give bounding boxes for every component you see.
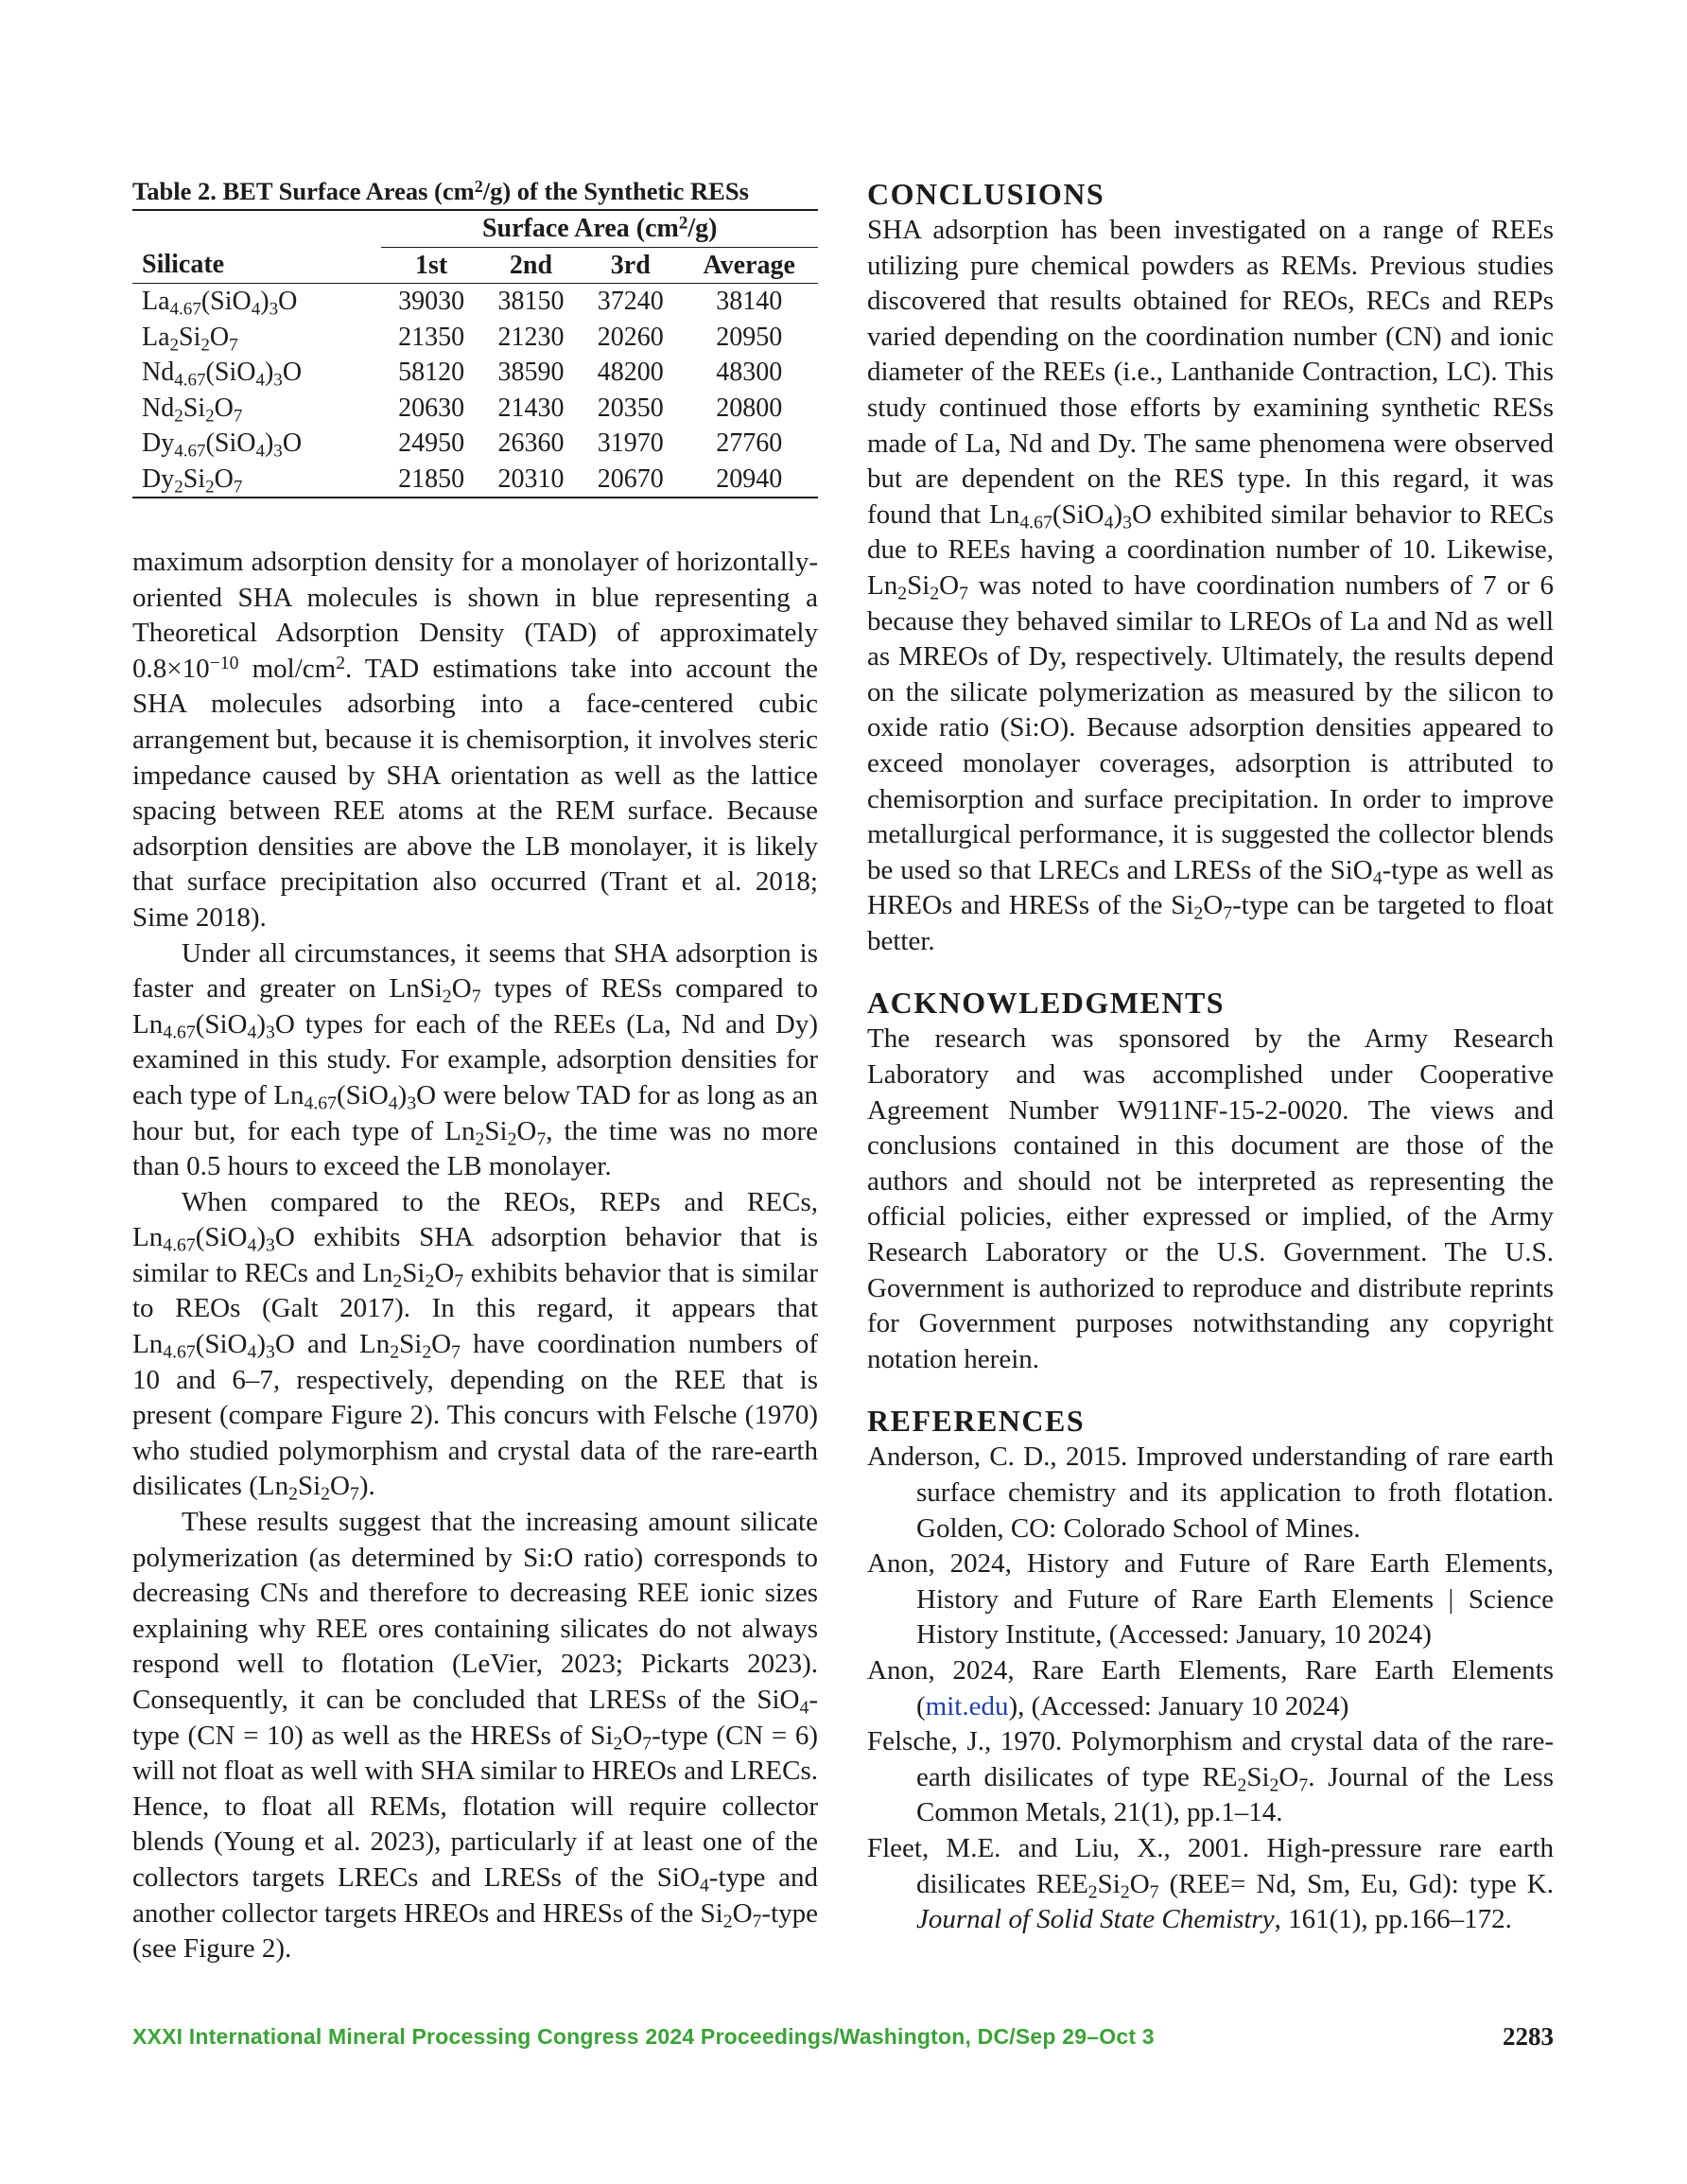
table-row: [132, 355, 818, 391]
value-average: 27760: [716, 428, 783, 458]
reference-item: Anon, 2024, Rare Earth Elements, Rare Earth Elements (mit.edu), (Accessed: January 10 2024): [867, 1654, 1554, 1721]
reference-item: Fleet, M.E. and Liu, X., 2001. High-pressure rare earth disilicates $REE_2Si_2O_7$ (REE= Nd, Sm, Eu, Gd): type K. Journal of Solid State Chemistry, 161(1), pp.166–172.: [867, 1832, 1554, 1935]
right-column: [867, 175, 1554, 1938]
value-average: 20800: [716, 393, 783, 423]
page-footer: [132, 2024, 1554, 2050]
value-average: 48300: [716, 358, 783, 387]
conclusions-heading: CONCLUSIONS: [867, 177, 1105, 211]
value-3rd: 20670: [581, 462, 680, 498]
conclusions-text: SHA adsorption has been investigated on a range of REEs utilizing pure chemical powders as REMs. Previous studies discovered that results obtained for REOs, RECs and REPs varied depending on the coordination number (CN) and ionic diameter of the REEs (i.e., Lanthanide Contraction, LC). This study continued those efforts by examining synthetic RESs made of La, Nd and Dy. The same phenomena were observed but are dependent on the RES type. In this regard, it was found that $Ln_{4.67}(SiO_4)_3O$ exhibited similar behavior to RECs due to REEs having a coordination number of 10. Likewise, $Ln_2Si_2O_7$ was noted to have coordination numbers of 7 or 6 because they behaved similar to LREOs of La and Nd as well as MREOs of Dy, respectively. Ultimately, the results depend on the silicate polymerization as measured by the silicon to oxide ratio (Si:O). Because adsorption densities appeared to exceed monolayer coverages, adsorption is attributed to chemisorption and surface precipitation. In order to improve metallurgical performance, it is suggested the collector blends be used so that LRECs and LRESs of the SiO$_4$-type as well as HREOs and HRESs of the $Si_2O_7$-type can be targeted to float better.: [867, 215, 1555, 956]
value-2nd: 21430: [497, 393, 565, 423]
table-row: [132, 426, 818, 462]
col-header-1st: 1st: [381, 247, 480, 284]
paragraph-polymerization: These results suggest that the increasing amount silicate polymerization (as determined by Si:O ratio) corresponds to decreasing CNs and therefore to decreasing REE ionic sizes explaining why REE ores containing silicates do not always respond well to flotation (LeVier, 2023; Pickarts 2023). Consequently, it can be concluded that LRESs of the SiO$_4$-type (CN = 10) as well as the HRESs of $Si_2O_7$-type (CN = 6) will not float as well with SHA similar to HREOs and LRECs. Hence, to float all REMs, flotation will require collector blends (Young et al. 2023), particularly if at least one of the collectors targets LRECs and LRESs of the SiO$_4$-type and another collector targets HREOs and HRESs of the $Si_2O_7$-type (see Figure 2).: [132, 1507, 819, 1965]
value-3rd: 31970: [597, 428, 664, 458]
paragraph-comparison: When compared to the REOs, REPs and RECs, $Ln_{4.67}(SiO_4)_3O$ exhibits SHA adsorption behavior that is similar to RECs and $Ln_2Si_2O_7$ exhibits behavior that is similar to REOs (Galt 2017). In this regard, it appears that $Ln_{4.67}(SiO_4)_3O$ and $Ln_2Si_2O_7$ have coordination numbers of 10 and 6–7, respectively, depending on the REE that is present (compare Figure 2). This concurs with Felsche (1970) who studied polymorphism and crystal data of the rare-earth disilicates $(Ln_2Si_2O_7)$.: [132, 1186, 819, 1505]
surface-area-table: [132, 209, 818, 498]
silicate-formula: $La_{4.67}(SiO_4)_3O$: [142, 287, 298, 320]
value-average: 38140: [716, 287, 783, 316]
table-row: [132, 462, 818, 498]
reference-item: Anon, 2024, History and Future of Rare Earth Elements, History and Future of Rare Earth Elements | Science History Institute, (Accessed: January, 10 2024): [867, 1548, 1554, 1651]
col-header-silicate: Silicate: [132, 247, 381, 284]
col-header-3rd: 3rd: [581, 247, 680, 284]
value-1st: 58120: [398, 358, 465, 387]
silicate-formula: $Dy_2Si_2O_7$: [132, 462, 381, 498]
value-1st: 20630: [398, 393, 465, 423]
reference-list: [867, 1440, 1554, 1937]
paragraph-tad: maximum adsorption density for a monolayer of horizontally-oriented SHA molecules is shown in blue representing a Theoretical Adsorption Density (TAD) of approximately $0.8\times 10^{-10}$ mol/$cm^2$. TAD estimations take into account the SHA molecules adsorbing into a face-centered cubic arrangement but, because it is chemisorption, it involves steric impedance caused by SHA orientation as well as the lattice spacing between REE atoms at the REM surface. Because adsorption densities are above the LB monolayer, it is likely that surface precipitation also occurred (Trant et al. 2018; Sime 2018).: [132, 547, 818, 933]
value-1st: 21350: [398, 322, 465, 352]
paragraph-adsorption-rate: Under all circumstances, it seems that SHA adsorption is faster and greater on $LnSi_2O_7$ types of RESs compared to $Ln_{4.67}(SiO_4)_3O$ types for each of the REEs (La, Nd and Dy) examined in this study. For example, adsorption densities for each type of $Ln_{4.67}(SiO_4)_3O$ were below TAD for as long as an hour but, for each type of $Ln_2Si_2O_7$, the time was no more than 0.5 hours to exceed the LB monolayer.: [132, 937, 818, 1182]
table-row: [132, 284, 818, 320]
value-2nd: 20310: [481, 462, 581, 498]
value-2nd: 38590: [497, 358, 565, 387]
value-2nd: 21230: [497, 322, 565, 352]
value-1st: 24950: [398, 428, 465, 458]
table-caption: Table 2. BET Surface Areas $(cm^2/g)$ of the Synthetic RESs: [132, 176, 749, 205]
col-header-average: Average: [680, 247, 818, 284]
value-average: 20950: [716, 322, 783, 352]
value-1st: 21850: [381, 462, 480, 498]
reference-item: Anderson, C. D., 2015. Improved understanding of rare earth surface chemistry and its application to froth flotation. Golden, CO: Colorado School of Mines.: [867, 1441, 1554, 1544]
mit-edu-link[interactable]: mit.edu: [925, 1690, 1009, 1721]
acknowledgments-text: The research was sponsored by the Army Research Laboratory and was accomplished under Cooperative Agreement Number W911NF-15-2-0020. The views and conclusions contained in this document are those of the authors and should not be interpreted as representing the official policies, either expressed or implied, of the Army Research Laboratory or the U.S. Government. The U.S. Government is authorized to reproduce and distribute reprints for Government purposes notwithstanding any copyright notation herein.: [867, 1023, 1554, 1374]
value-2nd: 26360: [497, 428, 565, 458]
value-3rd: 37240: [597, 287, 664, 316]
silicate-formula: $Dy_{4.67}(SiO_4)_3O$: [142, 428, 303, 462]
silicate-formula: $Nd_2Si_2O_7$: [142, 393, 243, 426]
references-heading: REFERENCES: [867, 1404, 1086, 1439]
value-3rd: 20260: [597, 322, 664, 352]
surface-area-header: Surface Area $(cm^2/g)$: [381, 210, 818, 247]
silicate-formula: $Nd_{4.67}(SiO_4)_3O$: [142, 358, 303, 391]
col-header-2nd: 2nd: [481, 247, 581, 284]
value-1st: 39030: [398, 287, 465, 316]
table-row: [132, 320, 818, 356]
value-2nd: 38150: [497, 287, 565, 316]
page-number: 2283: [1503, 2022, 1554, 2051]
acknowledgments-heading: ACKNOWLEDGMENTS: [867, 986, 1226, 1021]
conference-title: XXXI International Mineral Processing Congress 2024 Proceedings/Washington, DC/Sep 29–Oct 3: [132, 2024, 1155, 2049]
silicate-formula: $La_2Si_2O_7$: [142, 322, 238, 355]
value-3rd: 20350: [597, 393, 664, 423]
reference-item: Felsche, J., 1970. Polymorphism and crystal data of the rare-earth disilicates of type $RE_2Si_2O_7$. Journal of the Less Common Metals, 21(1), pp.1–14.: [867, 1726, 1554, 1828]
value-average: 20940: [680, 462, 818, 498]
value-3rd: 48200: [597, 358, 664, 387]
table-row: [132, 391, 818, 427]
left-column: [132, 175, 818, 1967]
